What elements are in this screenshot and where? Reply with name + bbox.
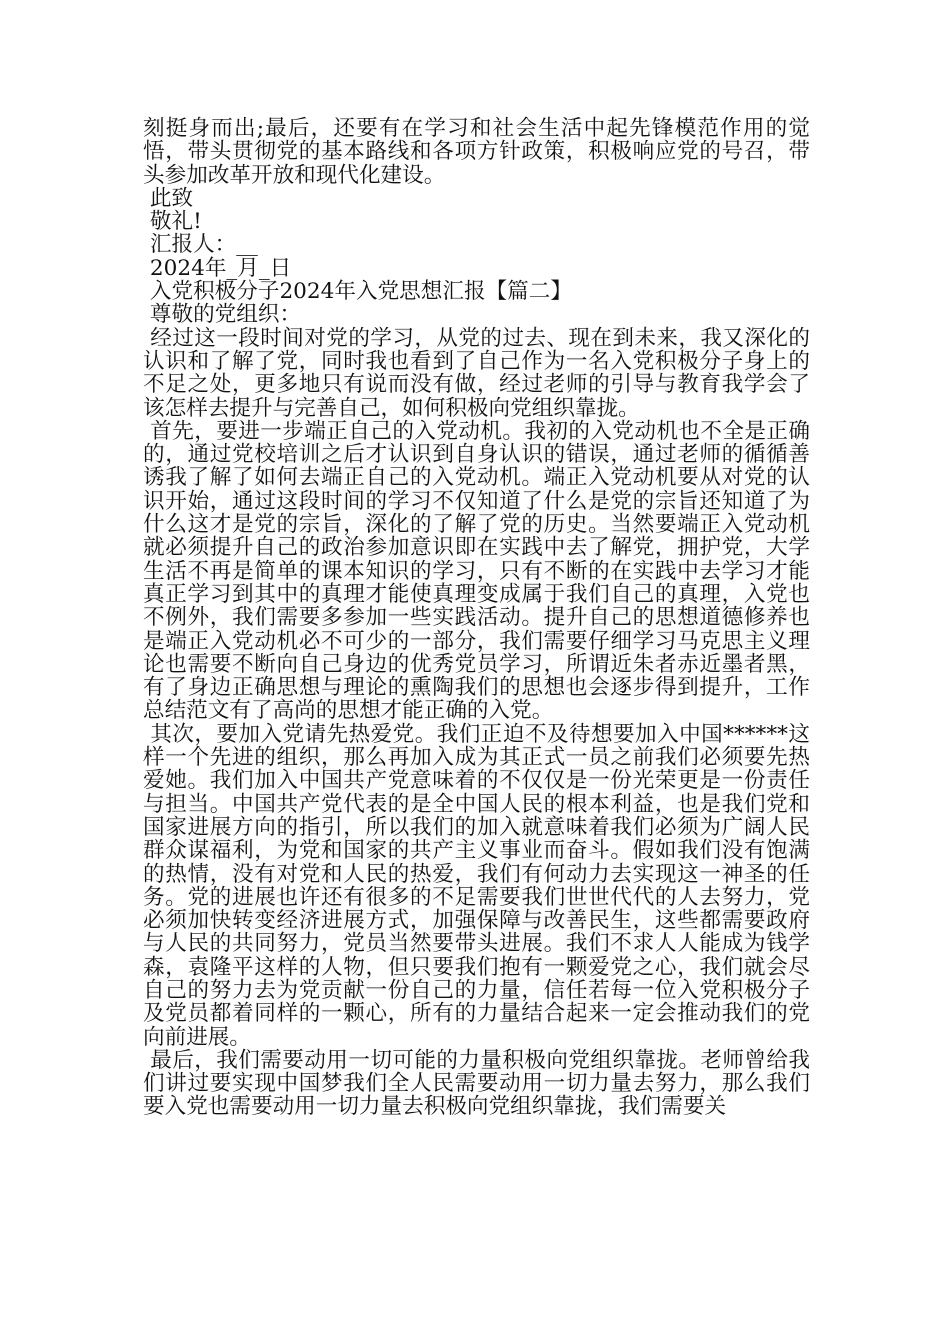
- reporter-line: 汇报人：__: [143, 232, 258, 258]
- paragraph-first: 首先，要进一步端正自己的入党动机。我初的入党动机也不全是正确的，通过党校培训之后才认识到自身认识的错误，通过老师的循循善诱我了解了如何去端正自己的入党动机。端正入党动机要从对党的认识开始，通过这段时间的学习不仅知道了什么是党的宗旨还知道了为什么这才是党的宗旨，深化的了解了党的历史。当然要端正入党动机就必须提升自己的政治参加意识即在实践中去了解党，拥护党，大学生活不再是简单的课本知识的学习，只有不断的在实践中去学习才能真正学习到其中的真理才能使真理变成属于我们自己的真理，入党也不例外，我们需要多参加一些实践活动。提升自己的思想道德修养也是端正入党动机必不可少的一部分，我们需要仔细学习马克思主义理论也需要不断向自己身边的优秀党员学习，所谓近朱者赤近墨者黑，有了身边正确思想与理论的熏陶我们的思想也会逐步得到提升，工作总结范文有了高尚的思想才能正确的入党。: [143, 418, 810, 724]
- closing-regards: 敬礼!: [143, 209, 202, 235]
- paragraph-conclusion: 刻挺身而出;最后，还要有在学习和社会生活中起先锋模范作用的觉悟，带头贯彻党的基本路线和各项方针政策，积极响应党的号召，带头参加改革开放和现代化建设。: [143, 116, 810, 188]
- greeting-line: 尊敬的党组织：: [143, 302, 302, 328]
- date-line: 2024年_月_日: [143, 255, 292, 281]
- closing-salutation: 此致: [143, 185, 194, 211]
- section-title: 入党积极分子2024年入党思想汇报【篇二】: [143, 279, 572, 305]
- paragraph-last: 最后，我们需要动用一切可能的力量积极向党组织靠拢。老师曾给我们讲过要实现中国梦我们全人民需要动用一切力量去努力，那么我们要入党也需要动用一切力量去积极向党组织靠拢，我们需要关: [143, 1047, 810, 1120]
- paragraph-second: 其次，要加入党请先热爱党。我们正迫不及待想要加入中国******这样一个先进的组织，那么再加入成为其正式一员之前我们必须要先热爱她。我们加入中国共产党意味着的不仅仅是一份光荣更是一份责任与担当。中国共产党代表的是全中国人民的根本利益，也是我们党和国家进展方向的指引，所以我们的加入就意味着我们必须为广阔人民群众谋福利，为党和国家的共产主义事业而奋斗。假如我们没有饱满的热情，没有对党和人民的热爱，我们有何动力去实现这一神圣的任务。党的进展也许还有很多的不足需要我们世世代代的人去努力，党必须加快转变经济进展方式，加强保障与改善民生，这些都需要政府与人民的共同努力，党员当然要带头进展。我们不求人人能成为钱学森，袁隆平这样的人物，但只要我们抱有一颗爱党之心，我们就会尽自己的努力去为党贡献一份自己的力量，信任若每一位入党积极分子及党员都着同样的一颗心，所有的力量结合起来一定会推动我们的党向前进展。: [143, 721, 810, 1050]
- paragraph-intro: 经过这一段时间对党的学习，从党的过去、现在到未来，我又深化的认识和了解了党，同时我也看到了自己作为一名入党积极分子身上的不足之处，更多地只有说而没有做，经过老师的引导与教育我学会了该怎样去提升与完善自己，如何积极向党组织靠拢。: [143, 325, 810, 421]
- document-page: [143, 117, 810, 1119]
